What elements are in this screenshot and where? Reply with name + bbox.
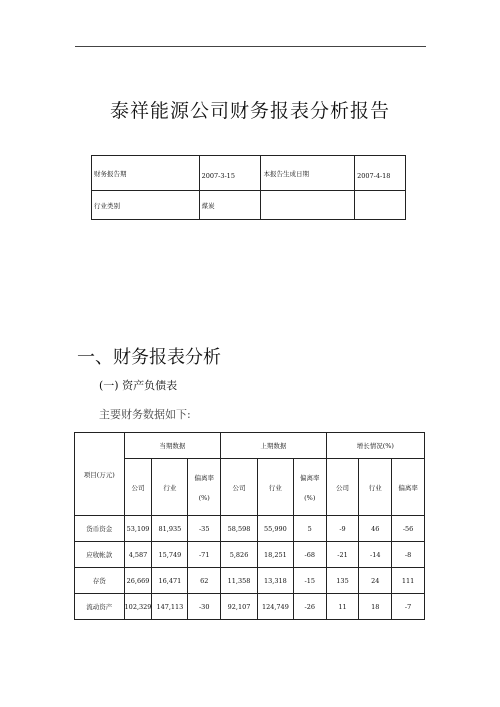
industry-header: 行业: [359, 459, 392, 516]
deviation-header-line2: (%): [304, 493, 316, 502]
table-row: [75, 568, 425, 594]
table-cell: 11: [326, 594, 359, 620]
table-subheader-row: [75, 459, 425, 516]
row-item-label: 存货: [75, 568, 125, 594]
company-header: 公司: [124, 459, 152, 516]
table-row: [75, 516, 425, 542]
table-cell: 81,935: [152, 516, 188, 542]
table-cell: -9: [326, 516, 359, 542]
table-cell: 111: [392, 568, 425, 594]
subsection-heading: (一) 资产负债表: [99, 379, 178, 392]
table-cell: 53,109: [124, 516, 152, 542]
table-cell: -15: [293, 568, 326, 594]
header-rule: [75, 46, 426, 47]
table-cell: 15,749: [152, 542, 188, 568]
item-header: 项目(万元): [75, 433, 125, 516]
table-row: [75, 542, 425, 568]
company-header: 公司: [221, 459, 258, 516]
table-cell: 147,113: [152, 594, 188, 620]
table-cell: 46: [359, 516, 392, 542]
table-cell: 62: [188, 568, 221, 594]
table-cell: 5: [293, 516, 326, 542]
table-header-row: [75, 433, 425, 459]
table-cell: -56: [392, 516, 425, 542]
table-cell: 135: [326, 568, 359, 594]
table-cell: -7: [392, 594, 425, 620]
table-cell: 18: [359, 594, 392, 620]
section-heading: 一、财务报表分析: [77, 347, 221, 368]
industry-header: 行业: [152, 459, 188, 516]
deviation-header-line2: (%): [198, 493, 210, 502]
empty-cell: [355, 191, 406, 220]
deviation-header: [188, 459, 221, 516]
table-cell: -35: [188, 516, 221, 542]
report-period-label: 财务报告期: [92, 156, 200, 191]
table-cell: -68: [293, 542, 326, 568]
growth-header: 增长情况(%): [326, 433, 424, 459]
row-item-label: 货币资金: [75, 516, 125, 542]
industry-value: 煤炭: [199, 191, 261, 220]
row-item-label: 流动资产: [75, 594, 125, 620]
company-header: 公司: [326, 459, 359, 516]
generated-date-label: 本报告生成日期: [261, 156, 355, 191]
row-item-label: 应收帐款: [75, 542, 125, 568]
table-cell: -30: [188, 594, 221, 620]
table-cell: 102,329: [124, 594, 152, 620]
report-period-value: 2007-3-15: [199, 156, 261, 191]
table-cell: 92,107: [221, 594, 258, 620]
table-cell: -26: [293, 594, 326, 620]
table-cell: -14: [359, 542, 392, 568]
table-cell: 5,826: [221, 542, 258, 568]
table-cell: -71: [188, 542, 221, 568]
table-cell: 124,749: [257, 594, 293, 620]
deviation-header-line1: 偏离率: [299, 473, 320, 482]
table-cell: 11,358: [221, 568, 258, 594]
table-cell: 26,669: [124, 568, 152, 594]
current-period-header: 当期数据: [124, 433, 221, 459]
deviation-header: [293, 459, 326, 516]
table-cell: 4,587: [124, 542, 152, 568]
report-title: 泰祥能源公司财务报表分析报告: [109, 100, 390, 122]
balance-sheet-table: [74, 432, 425, 620]
report-info-table: [91, 155, 406, 220]
table-cell: -21: [326, 542, 359, 568]
table-cell: -8: [392, 542, 425, 568]
table-cell: 58,598: [221, 516, 258, 542]
previous-period-header: 上期数据: [221, 433, 327, 459]
industry-label: 行业类别: [92, 191, 200, 220]
table-row: [75, 594, 425, 620]
industry-header: 行业: [257, 459, 293, 516]
intro-text: 主要财务数据如下:: [99, 408, 191, 421]
generated-date-value: 2007-4-18: [355, 156, 406, 191]
table-cell: 18,251: [257, 542, 293, 568]
table-cell: 24: [359, 568, 392, 594]
table-cell: 16,471: [152, 568, 188, 594]
deviation-header: 偏离率: [392, 459, 425, 516]
deviation-header-line1: 偏离率: [194, 473, 214, 482]
empty-cell: [261, 191, 355, 220]
table-cell: 13,318: [257, 568, 293, 594]
table-cell: 55,990: [257, 516, 293, 542]
